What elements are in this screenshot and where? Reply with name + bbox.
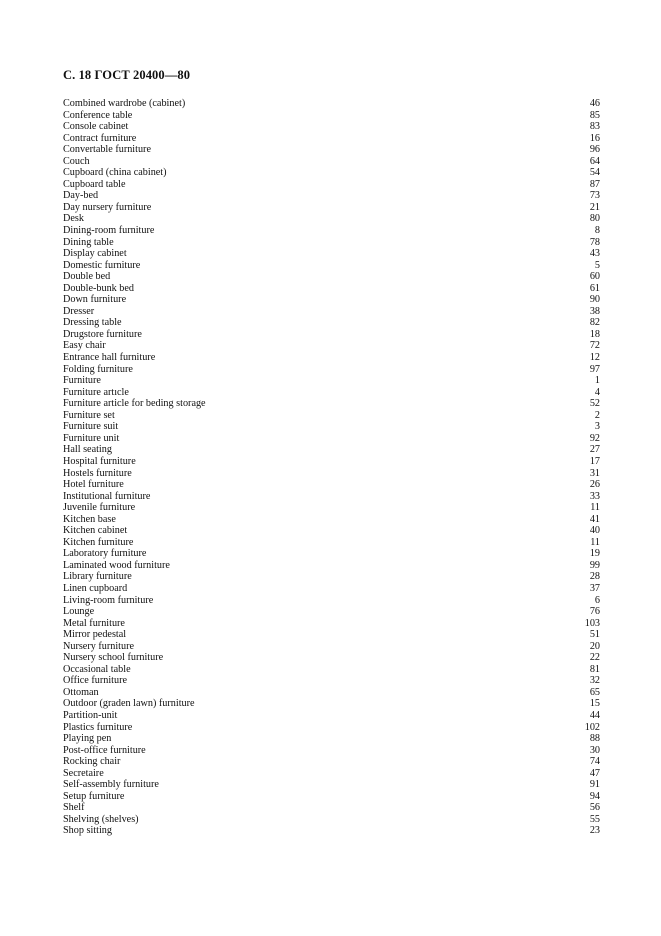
index-row	[63, 641, 600, 653]
index-row	[63, 133, 600, 145]
index-term: Hotel furniture	[63, 479, 124, 491]
index-term: Double bed	[63, 271, 111, 283]
index-row	[63, 248, 600, 260]
index-page-number: 85	[589, 109, 600, 121]
index-row	[63, 779, 600, 791]
index-term: Convertable furniture	[63, 144, 151, 156]
index-page-number: 60	[589, 271, 600, 283]
index-term: Double-bunk bed	[63, 282, 135, 294]
index-term: Outdoor (graden lawn) furniture	[63, 698, 195, 710]
index-page-number: 2	[594, 409, 600, 421]
index-term: Display cabinet	[63, 248, 127, 260]
index-page-number: 5	[594, 259, 600, 271]
index-term: Nursery school furniture	[63, 652, 164, 664]
index-term: Kitchen furniture	[63, 536, 134, 548]
index-term: Laboratory furniture	[63, 548, 147, 560]
index-row	[63, 548, 600, 560]
page-title: С. 18 ГОСТ 20400—80	[63, 68, 191, 82]
index-term: Living-room furniture	[63, 594, 154, 606]
index-row	[63, 664, 600, 676]
index-page-number: 78	[589, 236, 600, 248]
index-term: Laminated wood furniture	[63, 559, 170, 571]
index-page-number: 19	[589, 548, 600, 560]
index-row	[63, 571, 600, 583]
index-row	[63, 456, 600, 468]
index-term: Kitchen base	[63, 513, 116, 525]
index-row	[63, 398, 600, 410]
index-term: Folding furniture	[63, 363, 133, 375]
index-row	[63, 675, 600, 687]
index-term: Metal furniture	[63, 617, 125, 629]
index-page-number: 44	[589, 709, 600, 721]
index-row	[63, 687, 600, 699]
index-page-number: 43	[589, 248, 600, 260]
index-page-number: 8	[594, 225, 600, 237]
index-row	[63, 121, 600, 133]
index-term: Mirror pedestal	[63, 629, 127, 641]
index-row	[63, 756, 600, 768]
index-page-number: 11	[590, 536, 600, 548]
index-page-number: 40	[589, 525, 600, 537]
index-row	[63, 537, 600, 549]
index-row	[63, 294, 600, 306]
index-row	[63, 560, 600, 572]
index-row	[63, 421, 600, 433]
index-row	[63, 410, 600, 422]
index-page-number: 65	[589, 686, 600, 698]
index-page-number: 99	[589, 559, 600, 571]
index-term: Down furniture	[63, 294, 127, 306]
index-row	[63, 468, 600, 480]
index-page-number: 94	[589, 790, 600, 802]
index-term: Furniture article for beding storage	[63, 398, 206, 410]
index-row	[63, 802, 600, 814]
index-page-number: 76	[589, 606, 600, 618]
index-row	[63, 340, 600, 352]
index-term: Furniture suit	[63, 421, 119, 433]
index-row	[63, 190, 600, 202]
index-page-number: 97	[589, 363, 600, 375]
index-row	[63, 652, 600, 664]
index-page-number: 72	[589, 340, 600, 352]
index-row	[63, 213, 600, 225]
index-term: Secretaire	[63, 767, 104, 779]
index-term: Entrance hall furniture	[63, 352, 156, 364]
index-row	[63, 167, 600, 179]
index-page-number: 92	[589, 432, 600, 444]
index-term: Library furniture	[63, 571, 132, 583]
index-page-number: 41	[589, 513, 600, 525]
index-list	[63, 98, 600, 837]
index-term: Dining-room furniture	[63, 225, 155, 237]
index-term: Kitchen cabinet	[63, 525, 128, 537]
index-page-number: 83	[589, 121, 600, 133]
index-row	[63, 306, 600, 318]
index-row	[63, 156, 600, 168]
index-page-number: 15	[589, 698, 600, 710]
index-row	[63, 352, 600, 364]
index-page-number: 31	[589, 467, 600, 479]
index-page-number: 32	[589, 675, 600, 687]
index-page-number: 26	[589, 479, 600, 491]
index-row	[63, 329, 600, 341]
index-page-number: 102	[584, 721, 600, 733]
index-row	[63, 202, 600, 214]
index-term: Shelving (shelves)	[63, 813, 139, 825]
index-row	[63, 514, 600, 526]
index-term: Domestic furniture	[63, 259, 141, 271]
index-page-number: 56	[589, 802, 600, 814]
index-row	[63, 283, 600, 295]
index-term: Dresser	[63, 305, 95, 317]
index-term: Furniture unit	[63, 432, 120, 444]
index-term: Day nursery furniture	[63, 201, 152, 213]
index-row	[63, 606, 600, 618]
index-page-number: 88	[589, 733, 600, 745]
index-page-number: 87	[589, 178, 600, 190]
index-row	[63, 629, 600, 641]
index-row	[63, 237, 600, 249]
index-row	[63, 433, 600, 445]
index-term: Lounge	[63, 606, 95, 618]
index-row	[63, 722, 600, 734]
index-page-number: 30	[589, 744, 600, 756]
index-term: Office furniture	[63, 675, 128, 687]
index-page-number: 61	[589, 282, 600, 294]
index-term: Ottoman	[63, 686, 99, 698]
index-term: Juvenile furniture	[63, 502, 136, 514]
index-term: Couch	[63, 155, 90, 167]
index-page-number: 90	[589, 294, 600, 306]
index-term: Hostels furniture	[63, 467, 132, 479]
index-term: Dressing table	[63, 317, 122, 329]
index-term: Furniture set	[63, 409, 115, 421]
index-row	[63, 595, 600, 607]
index-term: Combined wardrobe (cabinet)	[63, 98, 186, 109]
index-term: Plastics furniture	[63, 721, 133, 733]
index-page-number: 64	[589, 155, 600, 167]
index-row	[63, 110, 600, 122]
index-page-number: 27	[589, 444, 600, 456]
index-term: Hospital furniture	[63, 455, 136, 467]
index-page-number: 96	[589, 144, 600, 156]
index-page-number: 17	[589, 455, 600, 467]
index-page-number: 11	[590, 502, 600, 514]
index-page-number: 74	[589, 756, 600, 768]
index-row	[63, 618, 600, 630]
index-row	[63, 260, 600, 272]
index-row	[63, 710, 600, 722]
index-page-number: 55	[589, 813, 600, 825]
index-row	[63, 491, 600, 503]
index-term: Console cabinet	[63, 121, 129, 133]
index-page-number: 51	[589, 629, 600, 641]
index-term: Cupboard table	[63, 178, 126, 190]
index-page-number: 1	[594, 375, 600, 387]
index-row	[63, 814, 600, 826]
index-row	[63, 387, 600, 399]
index-page-number: 91	[589, 779, 600, 791]
index-term: Drugstore furniture	[63, 328, 142, 340]
index-page-number: 20	[589, 640, 600, 652]
index-term: Institutional furniture	[63, 490, 151, 502]
index-page-number: 73	[589, 190, 600, 202]
index-page-number: 23	[589, 825, 600, 837]
index-page-number: 3	[594, 421, 600, 433]
index-page-number: 81	[589, 663, 600, 675]
index-row	[63, 791, 600, 803]
index-page-number: 47	[589, 767, 600, 779]
index-term: Playing pen	[63, 733, 112, 745]
index-term: Partition-unit	[63, 709, 118, 721]
index-page-number: 46	[589, 98, 600, 109]
index-page-number: 22	[589, 652, 600, 664]
index-term: Nursery furniture	[63, 640, 135, 652]
index-page-number: 12	[589, 352, 600, 364]
index-term: Rocking chair	[63, 756, 121, 768]
index-term: Furniture artıcle	[63, 386, 129, 398]
index-term: Furniture	[63, 375, 101, 387]
index-page-number: 82	[589, 317, 600, 329]
index-page-number: 54	[589, 167, 600, 179]
index-row	[63, 733, 600, 745]
index-row	[63, 98, 600, 110]
index-row	[63, 583, 600, 595]
index-term: Desk	[63, 213, 84, 225]
index-page-number: 18	[589, 328, 600, 340]
index-page-number: 33	[589, 490, 600, 502]
index-term: Shelf	[63, 802, 85, 814]
index-row	[63, 502, 600, 514]
index-row	[63, 225, 600, 237]
index-page-number: 103	[584, 617, 600, 629]
index-row	[63, 525, 600, 537]
index-page-number: 52	[589, 398, 600, 410]
index-page-number: 4	[594, 386, 600, 398]
index-term: Contract furniture	[63, 132, 137, 144]
index-page-number: 38	[589, 305, 600, 317]
index-term: Cupboard (china cabinet)	[63, 167, 167, 179]
index-page-number: 21	[589, 201, 600, 213]
index-term: Setup furniture	[63, 790, 125, 802]
index-term: Easy chair	[63, 340, 106, 352]
index-page-number: 16	[589, 132, 600, 144]
index-term: Linen cupboard	[63, 582, 128, 594]
index-term: Day-bed	[63, 190, 99, 202]
index-row	[63, 444, 600, 456]
index-page-number: 80	[589, 213, 600, 225]
index-term: Hall seating	[63, 444, 112, 456]
index-row	[63, 375, 600, 387]
index-row	[63, 479, 600, 491]
index-page-number: 37	[589, 582, 600, 594]
index-term: Dining table	[63, 236, 114, 248]
index-term: Shop sitting	[63, 825, 112, 837]
index-page-number: 28	[589, 571, 600, 583]
index-row	[63, 825, 600, 837]
index-term: Self-assembly furniture	[63, 779, 159, 791]
index-term: Post-office furniture	[63, 744, 146, 756]
index-term: Conference table	[63, 109, 133, 121]
index-row	[63, 179, 600, 191]
index-row	[63, 698, 600, 710]
index-row	[63, 144, 600, 156]
index-row	[63, 745, 600, 757]
index-term: Occasional table	[63, 663, 131, 675]
index-row	[63, 271, 600, 283]
index-page-number: 6	[594, 594, 600, 606]
index-row	[63, 364, 600, 376]
index-row	[63, 768, 600, 780]
index-row	[63, 317, 600, 329]
